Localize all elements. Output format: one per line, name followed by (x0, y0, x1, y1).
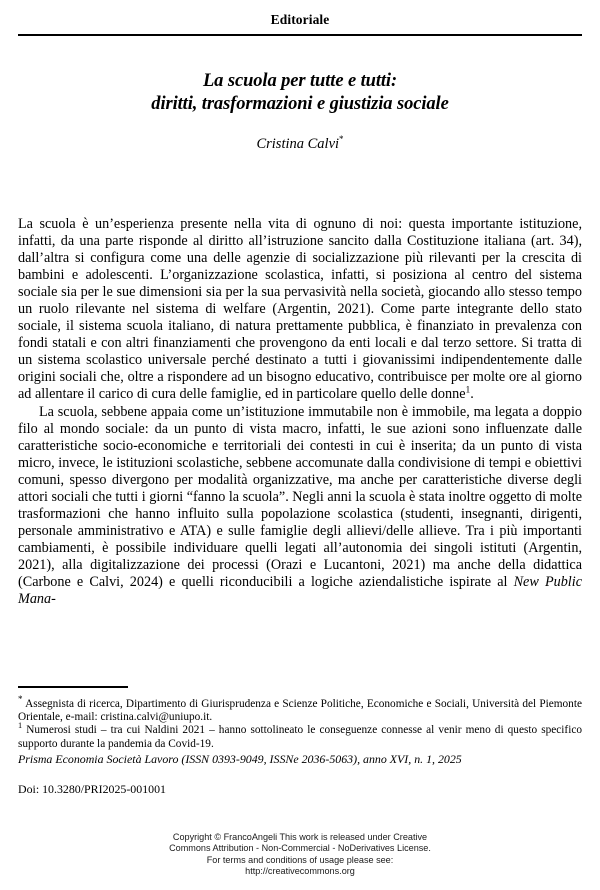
footnote-one-text: Numerosi studi – tra cui Naldini 2021 – hanno sottolineato le conseguenze connesse al venir meno di questo specifico supporto durante la pandemia da Covid-19. (18, 724, 582, 750)
body-paragraph-1 (18, 216, 582, 404)
license-line-1: Copyright © FrancoAngeli This work is released under Creative (172, 832, 428, 842)
footnote-one-marker: 1 (18, 721, 23, 731)
footnote-ref-1: 1 (465, 385, 471, 396)
article-body (18, 216, 582, 608)
footnote-star-marker: * (18, 694, 23, 704)
footnotes-block (18, 693, 582, 751)
author-byline (18, 134, 582, 153)
author-footnote-marker: * (339, 134, 344, 144)
body-paragraph-2-text: La scuola, sebbene appaia come un’istituzione immutabile non è immobile, ma legata a doppio filo al mondo sociale: da un punto di vista macro, infatti, le sue azioni sono influenzate dalle caratteristiche socio-economiche e territoriali dei contesti in cui è inserita; da un punto di vista micro, invece, le istituzioni scolastiche, sebbene accomunate dalla condivisione di tempi e obiettivi comuni, spesso divergono per modalità organizzative, ma anche per caratteristiche diverse degli attori sociali che tutti i giorni “fanno la scuola”. Negli anni la scuola è stata inoltre oggetto di molte trasformazioni che hanno influito sulla popolazione scolastica (studenti, insegnanti, dirigenti, personale amministrativo e ATA) e sulle famiglie degli allievi/delle allieve. Tra i più importanti cambiamenti, è possibile individuare quelli legati all’autonomia dei singoli istituti (Argentin, 2021), alla digitalizzazione dei processi (Orazi e Lucantoni, 2021) ma anche della didattica (Carbone e Calvi, 2024) e quelli riconducibili a logiche aziendalistiche ispirate al (18, 403, 582, 590)
license-line-3: For terms and conditions of usage please see: (206, 854, 394, 865)
journal-citation-line: Prisma Economia Società Lavoro (ISSN 0393-9049, ISSNe 2036-5063), anno XVI, n. 1, 2025 (18, 752, 462, 766)
doi-line: Doi: 10.3280/PRI2025-001001 (18, 782, 166, 796)
header-divider-rule (18, 34, 582, 36)
license-line-2: Commons Attribution - Non-Commercial - NoDerivatives License. (169, 843, 431, 854)
footnote-star (18, 693, 582, 724)
footnote-star-text: Assegnista di ricerca, Dipartimento di Giurisprudenza e Scienze Politiche, Economiche e Sociali, Università del Piemonte Orientale, e-mail: cristina.calvi@uniupo.it. (18, 697, 582, 724)
running-head: Editoriale (270, 12, 330, 27)
body-paragraph-1-tail: . (470, 386, 474, 403)
body-paragraph-2-italic-term: New Public Mana- (18, 573, 582, 608)
body-paragraph-2 (18, 404, 582, 609)
license-footer (18, 832, 582, 878)
footnote-divider-rule (18, 686, 128, 688)
license-url: http://creativecommons.org (245, 866, 355, 877)
author-name: Cristina Calvi (256, 135, 340, 152)
body-paragraph-1-text: La scuola è un’esperienza presente nella vita di ognuno di noi: questa importante istituzione, infatti, da una parte risponde al diritto all’istruzione sancito dalla Costituzione italiana (art. 34), dall’altra si configura come una delle agenzie di socializzazione più rilevanti per la crescita di bambini e adolescenti. L’organizzazione scolastica, infatti, si posiziona al centro del sistema sociale sia per le sue dimensioni sia per la sua pervasività nella società, giocando allo stesso tempo un ruolo rilevante nel sistema di welfare (Argentin, 2021). Come parte integrante dello stato sociale, il sistema scuola italiano, di natura prettamente pubblica, è finanziato in prevalenza con fondi statali e con altri finanziamenti che provengono da enti locali e dal terzo settore. Si tratta di un sistema scolastico universale perché destinato a tutti i giovanissimi indipendentemente dalle origini sociali che, oltre a rispondere ad un bisogno educativo, contribuisce per molte ore al giorno ad allentare il carico di cura delle famiglie, ed in particolare quello delle donne (18, 216, 582, 403)
article-title (18, 70, 582, 116)
footnote-one (18, 721, 582, 751)
article-title-line-1: La scuola per tutte e tutti: (202, 71, 398, 91)
article-title-line-2: diritti, trasformazioni e giustizia sociale (151, 94, 449, 114)
